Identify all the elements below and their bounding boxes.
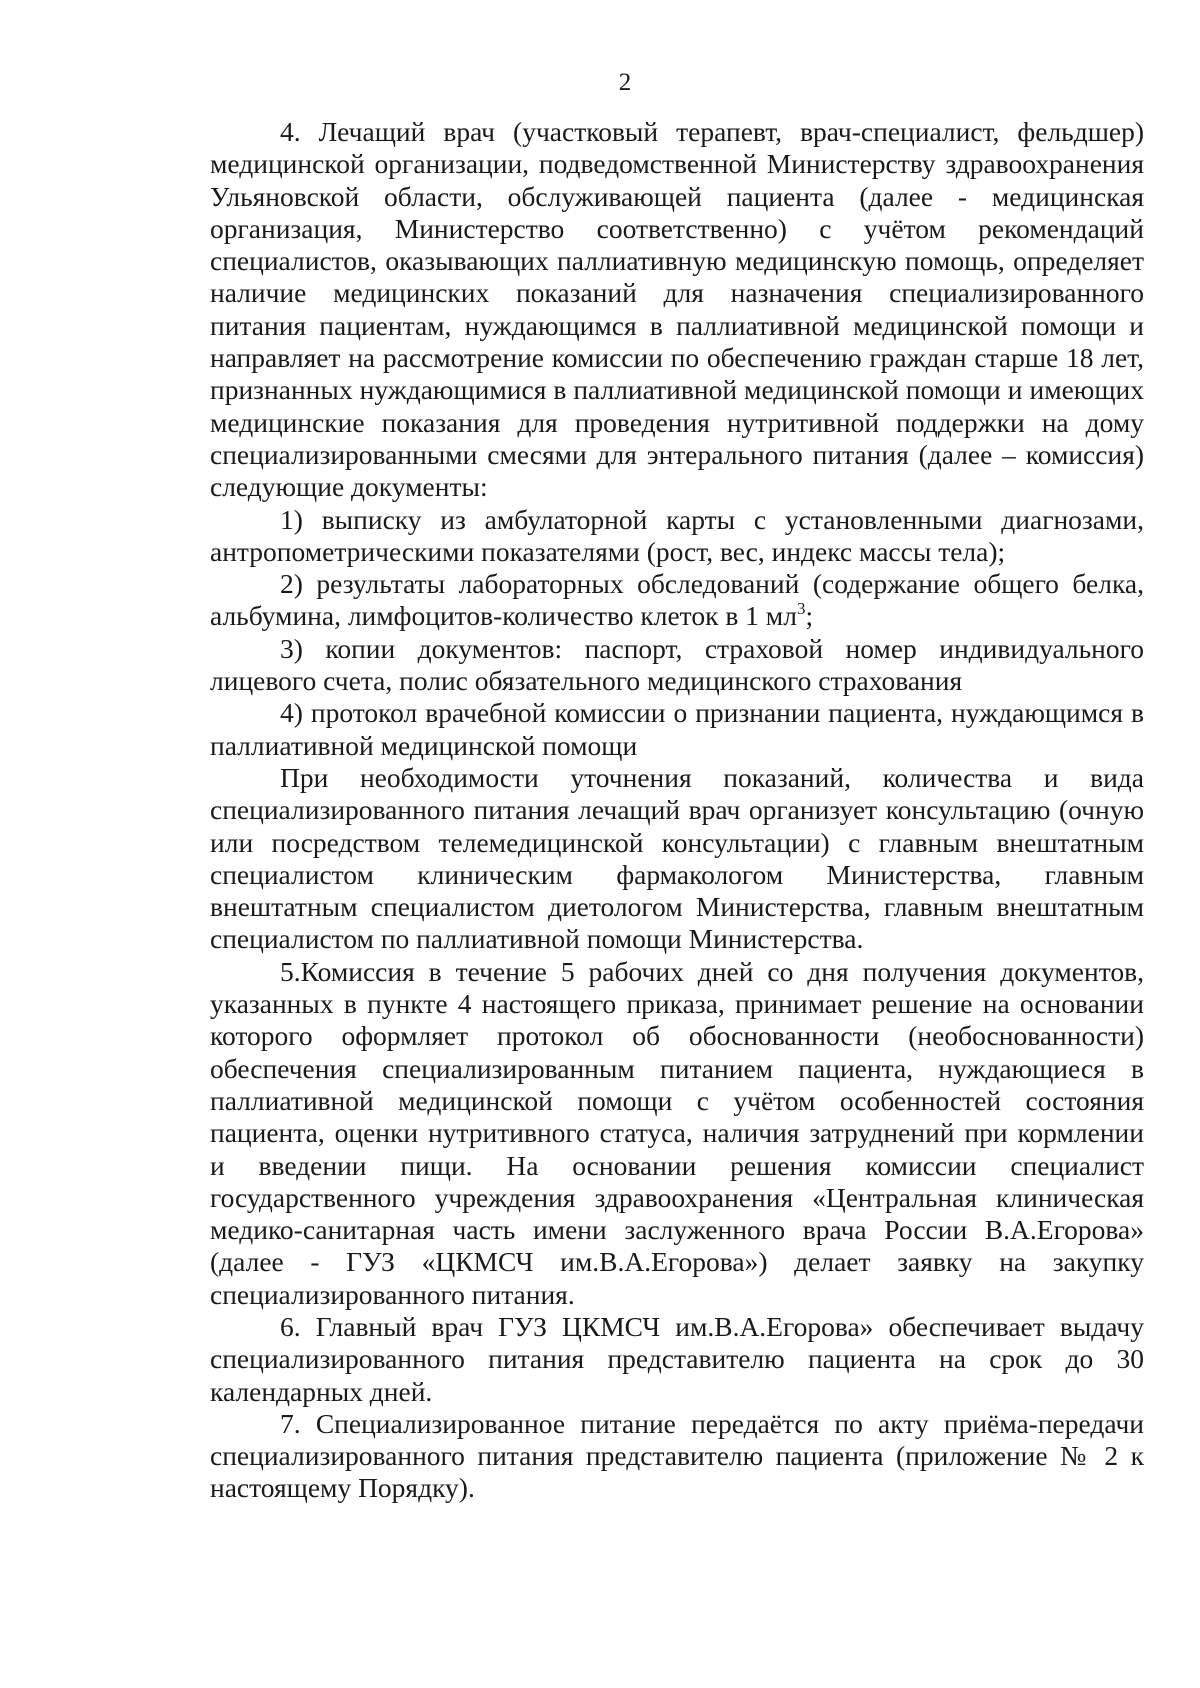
- consultation-paragraph: При необходимости уточнения показаний, количества и вида специализированного питания лечащий врач организует консультацию (очную или посредством телемедицинской консультации) с главным внештатным специалистом клиническим фармакологом Министерства, главным внештатным специалистом диетологом Министерства, главным внештатным специалистом по паллиативной помощи Министерства.: [210, 761, 1144, 955]
- paragraph-5: 5.Комиссия в течение 5 рабочих дней со дня получения документов, указанных в пункте 4 настоящего приказа, принимает решение на основании которого оформляет протокол об обоснованности (необоснованности) обеспечения специализированным питанием пациента, нуждающиеся в паллиативной медицинской помощи с учётом особенностей состояния пациента, оценки нутритивного статуса, наличия затруднений при кормлении и введении пищи. На основании решения комиссии специалист государственного учреждения здравоохранения «Центральная клиническая медико-санитарная часть имени заслуженного врача России В.А.Егорова» (далее - ГУЗ «ЦКМСЧ им.В.А.Егорова») делает заявку на закупку специализированного питания.: [210, 955, 1144, 1310]
- paragraph-4: 4. Лечащий врач (участковый терапевт, врач-специалист, фельдшер) медицинской организации, подведомственной Министерству здравоохранения Ульяновской области, обслуживающей пациента (далее - медицинская организация, Министерство соответственно) с учётом рекомендаций специалистов, оказывающих паллиативную медицинскую помощь, определяет наличие медицинских показаний для назначения специализированного питания пациентам, нуждающимся в паллиативной медицинской помощи и направляет на рассмотрение комиссии по обеспечению граждан старше 18 лет, признанных нуждающимися в паллиативной медицинской помощи и имеющих медицинские показания для проведения нутритивной поддержки на дому специализированными смесями для энтерального питания (далее – комиссия) следующие документы:: [210, 116, 1144, 503]
- list-item-2-end: ;: [805, 600, 814, 632]
- list-item-4: 4) протокол врачебной комиссии о признании пациента, нуждающимся в паллиативной медицинской помощи: [210, 697, 1144, 761]
- page-number: 2: [618, 69, 632, 96]
- document-body: [210, 116, 1144, 1505]
- paragraph-6: 6. Главный врач ГУЗ ЦКМСЧ им.В.А.Егорова» обеспечивает выдачу специализированного питания представителю пациента на срок до 30 календарных дней.: [210, 1310, 1144, 1407]
- paragraph-7: 7. Специализированное питание передаётся по акту приёма-передачи специализированного питания представителю пациента (приложение № 2 к настоящему Порядку).: [210, 1407, 1144, 1504]
- list-item-2-text: 2) результаты лабораторных обследований (содержание общего белка, альбумина, лимфоцитов-количество клеток в 1 мл: [210, 568, 1144, 632]
- list-item-3: 3) копии документов: паспорт, страховой номер индивидуального лицевого счета, полис обязательного медицинского страхования: [210, 632, 1144, 697]
- superscript-exponent: 3: [796, 599, 806, 619]
- list-item-1: 1) выписку из амбулаторной карты с установленными диагнозами, антропометрическими показателями (рост, вес, индекс массы тела);: [210, 503, 1144, 567]
- list-item-2: [210, 568, 1144, 633]
